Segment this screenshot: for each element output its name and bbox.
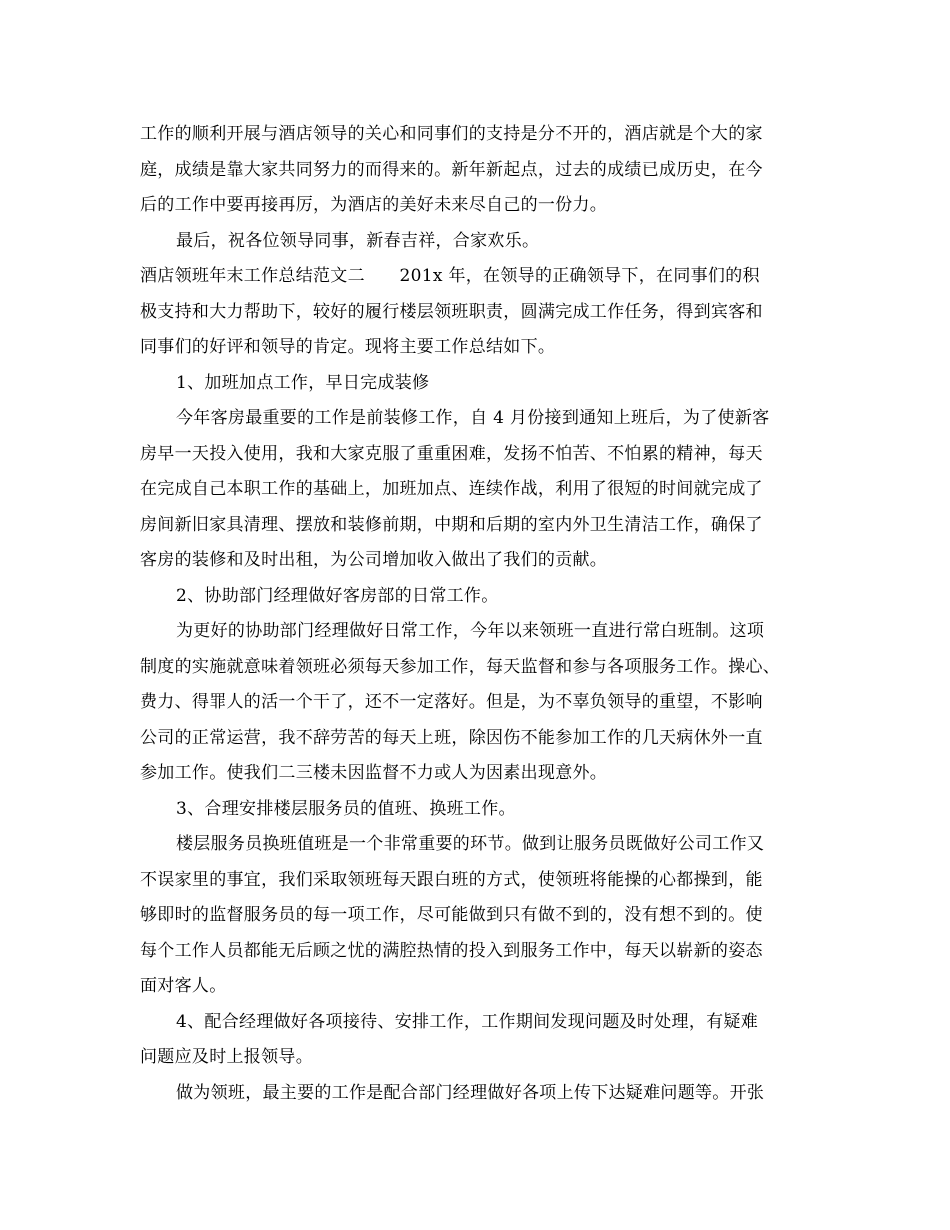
text-line: 今年客房最重要的工作是前装修工作，自 4 月份接到通知上班后，为了使新客 (176, 408, 770, 428)
text-line: 庭，成绩是靠大家共同努力的而得来的。新年新起点，过去的成绩已成历史，在今 (140, 159, 763, 180)
text-line: 在完成自己本职工作的基础上，加班加点、连续作战，利用了很短的时间就完成了 (140, 479, 763, 499)
text-line: 面对客人。 (140, 976, 227, 996)
text-line: 酒店领班年末工作总结范文二 201x 年，在领导的正确领导下，在同事们的积 (140, 266, 760, 286)
text-line: 参加工作。使我们二三楼未因监督不力或人为因素出现意外。 (140, 763, 608, 783)
text-line: 楼层服务员换班值班是一个非常重要的环节。做到让服务员既做好公司工作又 (176, 834, 765, 854)
document-page (140, 117, 812, 1111)
text-line: 公司的正常运营，我不辞劳苦的每天上班，除因伤不能参加工作的几天病休外一直 (140, 727, 763, 748)
text-line: 最后，祝各位领导同事，新春吉祥，合家欢乐。 (176, 230, 540, 251)
text-line: 每个工作人员都能无后顾之忧的满腔热情的投入到服务工作中，每天以崭新的姿态 (140, 940, 763, 961)
text-line: 为更好的协助部门经理做好日常工作，今年以来领班一直进行常白班制。这项 (176, 621, 765, 641)
text-line: 客房的装修和及时出租，为公司增加收入做出了我们的贡献。 (140, 550, 608, 570)
text-line: 工作的顺利开展与酒店领导的关心和同事们的支持是分不开的，酒店就是个大的家 (140, 124, 763, 144)
text-line: 不误家里的事宜，我们采取领班每天跟白班的方式，使领班将能操的心都操到，能 (140, 869, 763, 890)
text-line: 后的工作中要再接再厉，为酒店的美好未来尽自己的一份力。 (140, 195, 608, 215)
text-line: 问题应及时上报领导。 (140, 1047, 313, 1067)
text-line: 制度的实施就意味着领班必须每天参加工作，每天监督和参与各项服务工作。操心、 (140, 656, 781, 677)
text-line: 3、合理安排楼层服务员的值班、换班工作。 (176, 798, 516, 819)
text-line: 1、加班加点工作，早日完成装修 (176, 372, 430, 393)
text-line: 房早一天投入使用，我和大家克服了重重困难，发扬不怕苦、不怕累的精神，每天 (140, 443, 763, 464)
text-line: 同事们的好评和领导的肯定。现将主要工作总结如下。 (140, 337, 556, 357)
text-line: 房间新旧家具清理、摆放和装修前期，中期和后期的室内外卫生清洁工作，确保了 (140, 514, 763, 535)
text-line: 2、协助部门经理做好客房部的日常工作。 (176, 585, 499, 606)
text-line: 4、配合经理做好各项接待、安排工作，工作期间发现问题及时处理，有疑难 (176, 1011, 759, 1032)
text-line: 费力、得罪人的活一个干了，还不一定落好。但是，为不辜负领导的重望，不影响 (140, 692, 763, 712)
text-line: 极支持和大力帮助下，较好的履行楼层领班职责，圆满完成工作任务，得到宾客和 (140, 301, 763, 322)
text-line: 够即时的监督服务员的每一项工作，尽可能做到只有做不到的，没有想不到的。使 (140, 905, 763, 925)
text-line: 做为领班，最主要的工作是配合部门经理做好各项上传下达疑难问题等。开张 (176, 1082, 765, 1103)
